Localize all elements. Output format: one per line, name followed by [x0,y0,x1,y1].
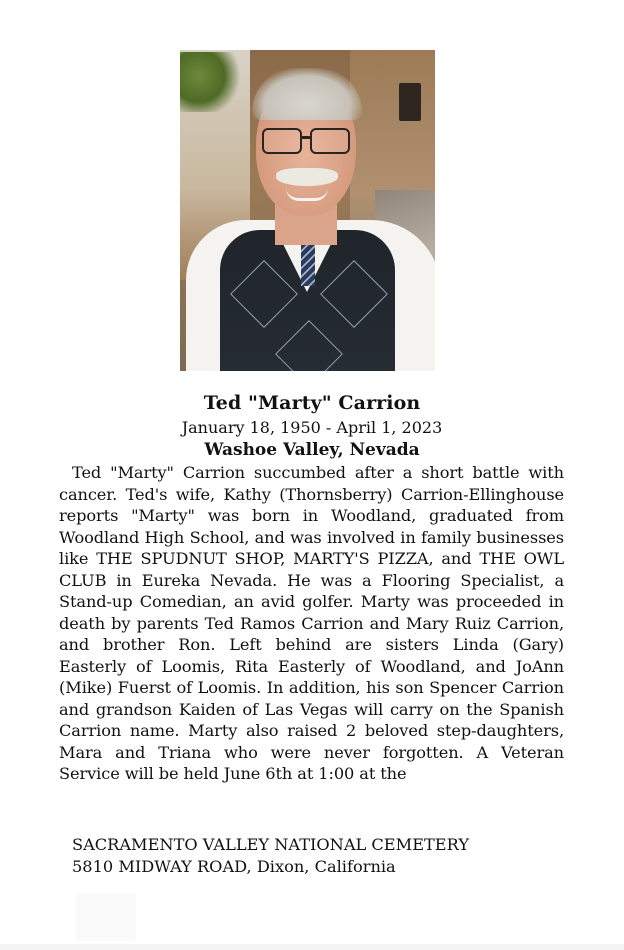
service-location-name: SACRAMENTO VALLEY NATIONAL CEMETERY [72,835,470,854]
hometown: Washoe Valley, Nevada [204,440,420,460]
vest-diamond [275,320,343,371]
photo-glasses-right [310,128,350,154]
life-dates: January 18, 1950 - April 1, 2023 [181,418,443,437]
bottom-edge [0,944,624,950]
deceased-name: Ted "Marty" Carrion [203,392,421,414]
faint-watermark [76,893,136,941]
portrait-photo [180,50,435,371]
photo-smile [286,188,328,201]
photo-wall-switch [399,83,421,121]
photo-glasses-left [262,128,302,154]
photo-glasses-bridge [300,136,311,139]
service-location-address: 5810 MIDWAY ROAD, Dixon, California [72,857,396,876]
photo-hair [252,68,362,120]
photo-background-plant [180,52,244,112]
photo-mustache [276,168,338,186]
obituary-body: Ted "Marty" Carrion succumbed after a short battle with cancer. Ted's wife, Kathy (Thornsberry) Carrion-Ellinghouse reports "Marty" was born in Woodland, graduated from Woodland High School, and was involved in family businesses like THE SPUDNUT SHOP, MARTY'S PIZZA, and THE OWL CLUB in Eureka Nevada. He was a Flooring Specialist, a Stand-up Comedian, an avid golfer. Marty was proceeded in death by parents Ted Ramos Carrion and Mary Ruiz Carrion, and brother Ron. Left behind are sisters Linda (Gary) Easterly of Loomis, Rita Easterly of Woodland, and JoAnn (Mike) Fuerst of Loomis. In addition, his son Spencer Carrion and grandson Kaiden of Las Vegas will carry on the Spanish Carrion name. Marty also raised 2 beloved step-daughters, Mara and Triana who were never forgotten. A Veteran Service will be held June 6th at 1:00 at the [59,463,564,783]
